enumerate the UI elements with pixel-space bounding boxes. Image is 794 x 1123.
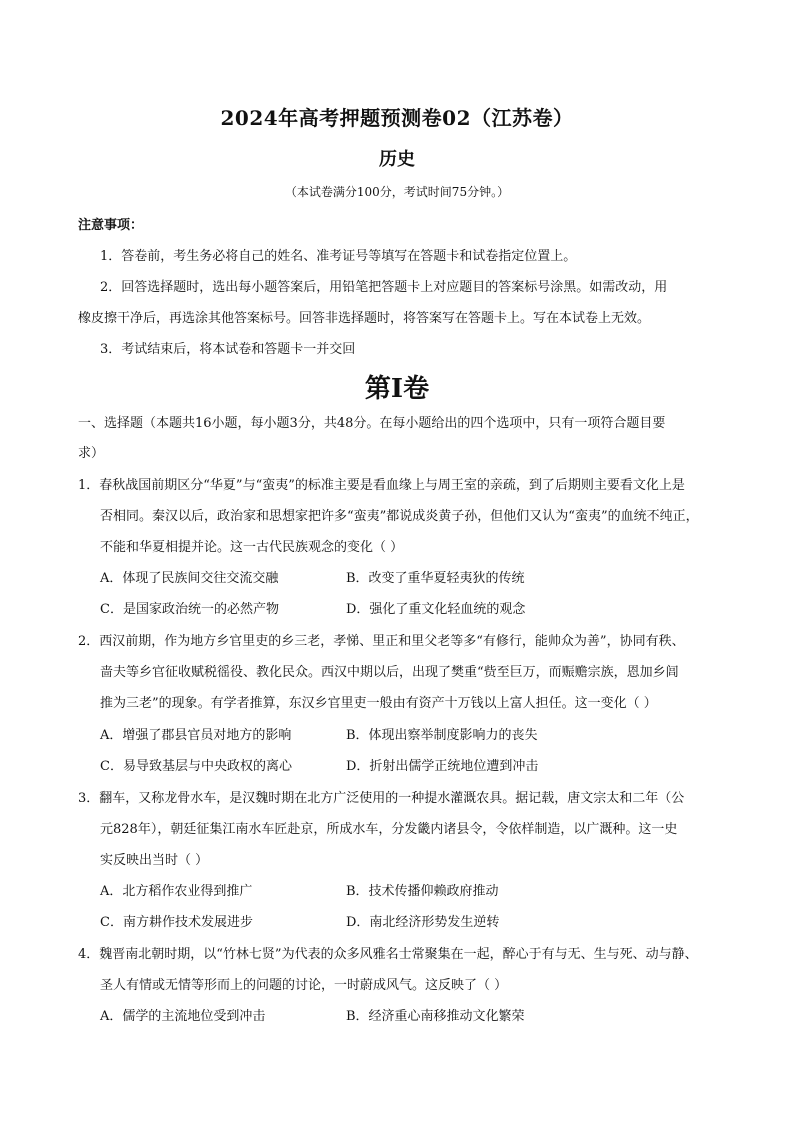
section-title: 第I卷: [364, 374, 430, 404]
question-4-line-2: 圣人有情或无情等形而上的问题的讨论，一时蔚成风气。这反映了（ ）: [100, 978, 508, 993]
notice-item-1: 1．答卷前，考生务必将自己的姓名、准考证号等填写在答题卡和试卷指定位置上。: [100, 249, 577, 264]
question-3-option-d[interactable]: D．南北经济形势发生逆转: [346, 915, 500, 930]
question-1-line-3: 不能和华夏相提并论。这一古代民族观念的变化（ ）: [100, 540, 404, 555]
question-2-line-2: 啬夫等乡官征收赋税徭役、教化民众。西汉中期以后，出现了樊重“赀至巨万，而赈赡宗族，恩加乡闾: [100, 665, 679, 680]
question-3-line-2: 元828年），朝廷征集江南水车匠赴京，所成水车，分发畿内诸县令，令依样制造，以广溉种。这一史: [100, 822, 678, 837]
question-2-option-b[interactable]: B．体现出察举制度影响力的丧失: [346, 728, 538, 743]
question-3-option-b[interactable]: B．技术传播仰赖政府推动: [346, 884, 499, 899]
question-2-line-3: 推为三老”的现象。有学者推算，东汉乡官里吏一般由有资产十万钱以上富人担任。这一变化（ ）: [100, 696, 657, 711]
question-4-line-1: 4．魏晋南北朝时期，以“竹林七贤”为代表的众多风雅名士常聚集在一起，醉心于有与无、生与死、动与静、: [78, 947, 698, 962]
question-3-option-c[interactable]: C．南方耕作技术发展进步: [100, 915, 253, 930]
question-4-option-b[interactable]: B．经济重心南移推动文化繁荣: [346, 1009, 525, 1024]
question-1-option-d[interactable]: D．强化了重文化轻血统的观念: [346, 602, 526, 617]
question-3-option-a[interactable]: A．北方稻作农业得到推广: [100, 884, 253, 899]
question-2-option-a[interactable]: A．增强了郡县官员对地方的影响: [100, 728, 292, 743]
section-intro-line-2: 求）: [78, 446, 105, 461]
question-3-line-1: 3．翻车，又称龙骨水车，是汉魏时期在北方广泛使用的一种提水灌溉农具。据记载，唐文宗太和二年（公: [78, 791, 685, 806]
question-1-option-a[interactable]: A．体现了民族间交往交流交融: [100, 571, 279, 586]
question-1-line-2: 否相同。秦汉以后，政治家和思想家把许多“蛮夷”都说成炎黄子孙，但他们又认为“蛮夷”的血统不纯正，: [100, 509, 699, 524]
question-4-option-a[interactable]: A．儒学的主流地位受到冲击: [100, 1009, 266, 1024]
notice-item-3: 3．考试结束后，将本试卷和答题卡一并交回: [100, 342, 356, 357]
question-2-line-1: 2．西汉前期，作为地方乡官里吏的乡三老，孝悌、里正和里父老等多“有修行，能帅众为善”，协同有秩、: [78, 634, 685, 649]
notice-item-2-line-1: 2．回答选择题时，选出每小题答案后，用铅笔把答题卡上对应题目的答案标号涂黑。如需改动，用: [100, 280, 668, 295]
notice-heading: 注意事项：: [78, 218, 144, 233]
exam-note: （本试卷满分100分，考试时间75分钟。）: [284, 185, 510, 199]
subject-title: 历史: [379, 149, 415, 170]
question-3-line-3: 实反映出当时（ ）: [100, 853, 209, 868]
question-1-line-1: 1．春秋战国前期区分“华夏”与“蛮夷”的标准主要是看血缘上与周王室的亲疏，到了后期则主要看文化上是: [78, 478, 685, 493]
question-1-option-c[interactable]: C．是国家政治统一的必然产物: [100, 602, 279, 617]
page-title: 2024年高考押题预测卷02（江苏卷）: [220, 106, 574, 130]
section-intro-line-1: 一、选择题（本题共16小题，每小题3分，共48分。在每小题给出的四个选项中，只有一项符合题目要: [78, 416, 666, 431]
question-2-option-d[interactable]: D．折射出儒学正统地位遭到冲击: [346, 759, 539, 774]
question-1-option-b[interactable]: B．改变了重华夏轻夷狄的传统: [346, 571, 525, 586]
question-2-option-c[interactable]: C．易导致基层与中央政权的离心: [100, 759, 292, 774]
notice-item-2-line-2: 橡皮擦干净后，再选涂其他答案标号。回答非选择题时，将答案写在答题卡上。写在本试卷上无效。: [78, 311, 651, 326]
